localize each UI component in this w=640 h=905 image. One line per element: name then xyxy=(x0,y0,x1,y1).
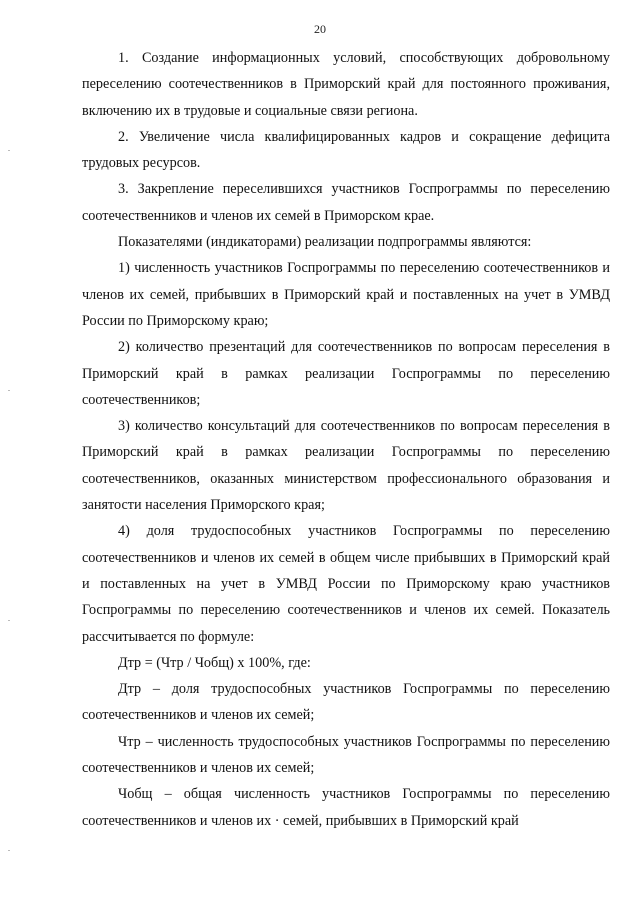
scan-mark xyxy=(8,150,10,151)
paragraph-indicator-4: 4) доля трудоспособных участников Госпрограммы по переселению соотечественников и членов их семей в общем числе прибывших в Приморский край и поставленных на учет в УМВД России по Приморскому краю участников Госпрограммы по переселению соотечественников и членов их семей. Показатель рассчитывается по формуле: xyxy=(82,523,610,645)
formula: Дтр = (Чтр / Чобщ) x 100%, где: xyxy=(118,654,311,671)
formula-def-dtr: Дтр – доля трудоспособных участников Госпрограммы по переселению соотечественников и членов их семей; xyxy=(82,681,610,724)
paragraph-goal-2: 2. Увеличение числа квалифицированных кадров и сокращение дефицита трудовых ресурсов. xyxy=(82,128,610,172)
scan-mark xyxy=(8,850,10,851)
formula-def-chobsh: Чобщ – общая численность участников Госпрограммы по переселению соотечественников и членов их · семей, прибывших в Приморский край xyxy=(82,786,610,829)
page-number: 20 xyxy=(314,22,326,36)
paragraph-goal-1: 1. Создание информационных условий, способствующих добровольному переселению соотечественников в Приморский край для постоянного проживания, включению их в трудовые и социальные связи региона. xyxy=(82,50,610,119)
scan-mark xyxy=(8,390,10,391)
paragraph-indicator-1: 1) численность участников Госпрограммы по переселению соотечественников и членов их семей, прибывших в Приморский край и поставленных на учет в УМВД России по Приморскому краю; xyxy=(82,260,610,329)
paragraph-indicator-3: 3) количество консультаций для соотечественников по вопросам переселения в Приморский край в рамках реализации Госпрограммы по переселению соотечественников, оказанных министерством профессионального образования и занятости населения Приморского края; xyxy=(82,418,610,514)
paragraph-indicator-2: 2) количество презентаций для соотечественников по вопросам переселения в Приморский край в рамках реализации Госпрограммы по переселению соотечественников; xyxy=(82,339,610,408)
scan-margin-marks xyxy=(8,0,12,905)
scan-mark xyxy=(8,620,10,621)
paragraph-indicators-intro: Показателями (индикаторами) реализации подпрограммы являются: xyxy=(118,234,532,251)
formula-def-chtr: Чтр – численность трудоспособных участников Госпрограммы по переселению соотечественников и членов их семей; xyxy=(82,733,610,777)
document-body xyxy=(82,45,610,834)
paragraph-goal-3: 3. Закрепление переселившихся участников Госпрограммы по переселению соотечественников и членов их семей в Приморском крае. xyxy=(82,181,610,224)
